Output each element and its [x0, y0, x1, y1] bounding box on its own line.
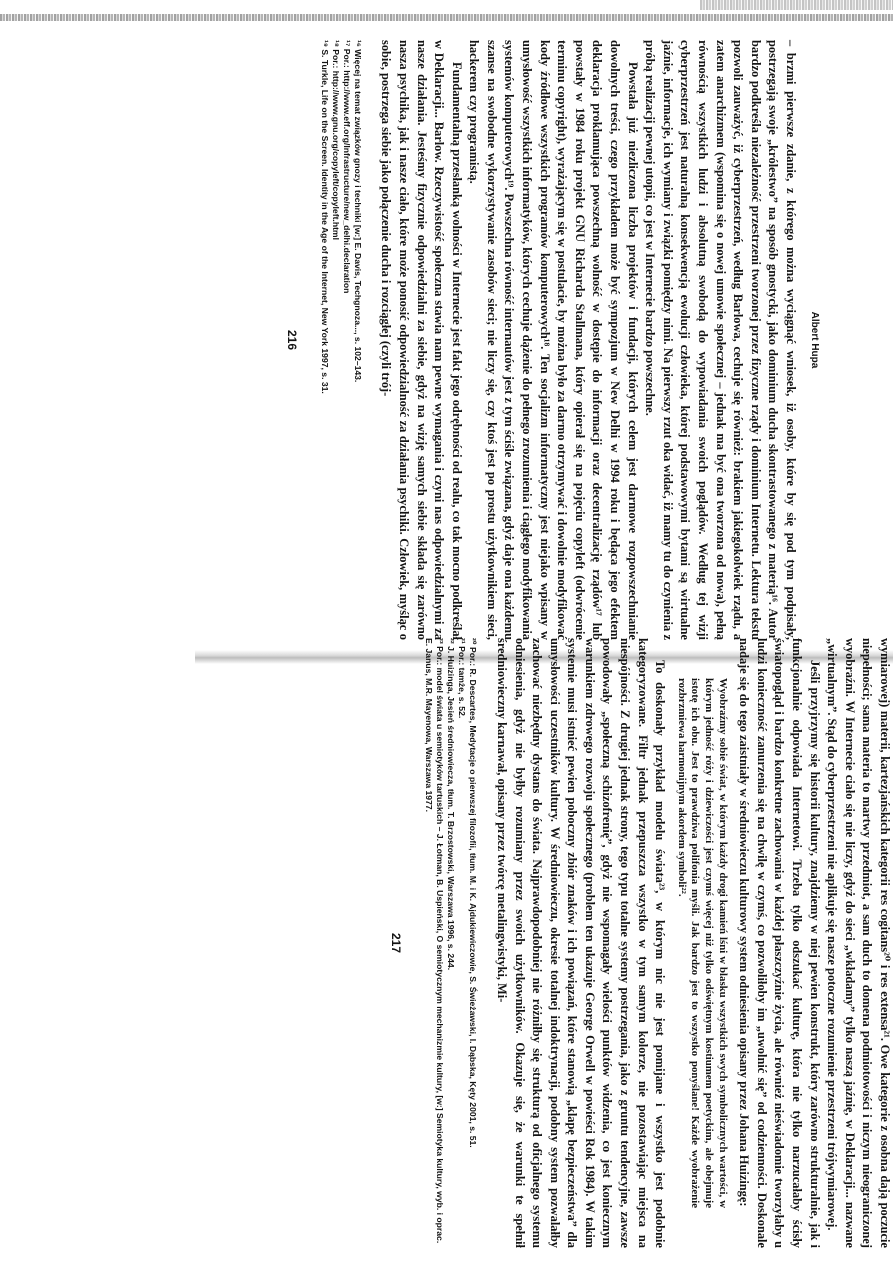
- body-text: [735, 638, 893, 1248]
- block-quote: Wyobraźmy sobie świat, w którym każdy drogi kamień lśni w blasku wszystkich swych symbolicznych wartości, w którym jedność róży i dziewiczości jest czymś więcej niż tylko odświętnym kostiumem poetyckim, ale obejmuje istotę ich obu. Jest to prawdziwa polifonia myśli. Jak bardzo jest to wszystko ponyślane! Każde wyobrażenie rozbrzmiewa harmonijnym akordem symboli²².: [675, 678, 729, 1208]
- paragraph: Fundamentalną przesłanką wolności w Internecie jest fakt jego odrębności od realu, co tak mocno podkreślał w Deklaracji... Barlow. Rzeczywistość społeczna stawia nam pewne wymagania i czyni nas odpowiedzialnymi za nasze działania. Jesteśmy fizycznie odpowiedzialni za siebie, gdyż na wizję samych siebie składa się zarówno nasza psychika, jak i nasze ciało, które może ponosić odpowiedzialność za działania psychiki. Człowiek, myśląc o sobie, postrzega siebie jako połączenie ducha i rozciągłej (czyli trój-: [379, 40, 464, 640]
- footnote: ²² J. Huizinga, Jesień średniowiecza, tłum. T. Brzostowski, Warszawa 1996, s. 244.: [446, 638, 457, 971]
- page-number: 217: [389, 932, 404, 954]
- footnote: ²⁰ Por.: R. Descartes, Medytacje o pierwszej filozofii, tłum. M. i K. Ajdukiewiczowie, S. Świeżawski, I. Dąbska, Kęty 2001, s. 51.: [468, 638, 479, 1148]
- paragraph: Powstała już niezliczona liczba projektów i fundacji, których celem jest darmowe rozpowszechnianie dowolnych treści, czego przykładem może być sympozjum w New Delhi w 1994 roku i będąca jego efektem deklaracja proklamująca powszechną wolność w dostępie do informacji oraz decentralizację rządów¹⁷ lub powstały w 1984 roku projekt GNU Richarda Stallmana, który opierał się na pojęciu copyleft (odwrócenie terminu copyright), wyrażającym się w postulacie, by można było za darmo otrzymywać i dowolnie modyfikować kody źródłowe wszystkich programów komputerowych¹⁸. Ten socjalizm informatyczny jest niejako wpisany w umysłowość wszystkich informatyków, których cechuje dążenie do pełnego zrozumienia i ciągłego modyfikowania systemów komputerowych¹⁹. Powszechna równość internautów jest z tym ściśle związana, gdyż daje ona każdemu szanse na swobodne wykorzystywanie zasobów sieci; nie liczy się, czy ktoś jest po prostu użytkownikiem sieci, hackerem czy programistą.: [467, 40, 640, 641]
- paragraph: wymiarowej) materii, kartezjańskich kategorii res cogitans²⁰ i res extensa²¹. Owe kategorie z osobna dają poczucie niepełności; sama materia to martwy przedmiot, a sam duch to domena podmiotowości i niczym nieograniczonej wyobraźni. W Internecie ciało się nie liczy, gdyż do sieci „wkładamy” tylko naszą jaźnię, w Deklaracji... nazwane „wirtualnym”. Stąd do cyberprzestrzeni nie aplikuje się nasze potoczne rozumienie przestrzeni trójwymiarowej.: [825, 638, 892, 1248]
- footnote: ¹⁸ Por.: http://www.gnu.org/copyleft/copyleft.html: [330, 40, 341, 240]
- running-head: Albert Hupa: [809, 311, 820, 369]
- paragraph: – brzmi pierwsze zdanie, z którego można wyciągnąć wniosek, iż osoby, które by się pod tym podpisały, postrzegają swoje „królestwo” na sposób gnostycki, jako dominium ducha skontrastowanego z materią¹⁶. Autor bardzo podkreśla niezależność przestrzeni tworzonej przez fizyczne rządy i dominium Internetu. Lektura tekstu pozwoli zauważyć, iż cyberprzestrzeń, według Barlowa, cechuje się również: brakiem jakiegokolwiek rządu, a zatem anarchizmem (wspomina się o nowej umowie społecznej – jednak ma być ona tworzona od nowa), pełną równością wszystkich ludzi i absolutną swobodą do wypowiadania swoich poglądów. Według tej wizji cyberprzestrzeń jest naturalną konsekwencją ewolucji człowieka, której podstawowymi bytami są wirtualne jaźnie, informacje, ich wymiany i związki pomiędzy nimi. Na pierwszy rzut oka widać, iż mamy tu do czynienia z próbą realizacji pewnej utopii, co jest w Internecie bardzo powszechne.: [643, 40, 798, 640]
- page-number: 216: [284, 329, 299, 351]
- footnote: ²¹ Por.: tamże, s. 52.: [457, 638, 468, 719]
- page-217: [93, 638, 893, 1248]
- page-216: [100, 40, 820, 640]
- scan-noise-right: [700, 0, 893, 10]
- body-text: [492, 638, 668, 1248]
- paragraph: To doskonały przykład modelu świata²³, w którym nic nie jest pomijane i wszystko jest podobnie kategoryzowane. Filtr jednak przepuszcza wszystko w tym samym kolorze, nie pozostawiając miejsca na niespójności. Z drugiej jednak strony, tego typu totalne systemy postrzegania, jako z gruntu tendencyjne, zawsze powodowały „społeczną schizofrenię”, gdyż nie wspomagały wielości punktów widzenia, co jest koniecznym warunkiem zdrowego rozwoju społecznego (problem ten ukazuje George Orwell w powieści Rok 1984). W takim systemie musi istnieć pewien poboczny zbiór znaków i ich powiązań, które stanowią „klapę bezpieczeństwa” dla umysłowości uczestników kultury. W średniowieczu, okresie totalnej indoktrynacji, podobny system pozwalałby zachować niezbędny dystans do świata. Najprawdopodobniej nie różniłby się strukturą od oficjalnego systemu odniesienia, gdyż nie byłby rozumiany przez swoich użytkowników. Okazuje się, że warunki te spełnił średniowieczny karnawał, opisany przez twórcę metalingwistyki, Mi-: [494, 638, 668, 1248]
- footnotes: [319, 40, 363, 640]
- paragraph: Jeśli przyjrzymy się historii kultury, znajdziemy w niej pewien konstrukt, który zarówno strukturalnie, jak i funkcjonalnie odpowiada Internetowi. Trzeba tylko odszukać kulturę, która nie tylko narzucałaby ścisły światopogląd i bardzo konkretne zachowania w każdej płaszczyźnie życia, ale również nieświadomie tworzyłaby u ludzi konieczność zanurzenia się na chwilę w czymś, co pozwoliłoby im „uwolnić się” od codzienności. Doskonale nadaje się do tego zaistniały w średniowieczu kulturowy system odniesienia opisany przez Johana Huizingę:: [737, 638, 822, 1248]
- footnote: ¹⁹ S. Turkle, Life on the Screen. Identity in the Age of the Internet, New York 1997, s. 31.: [319, 40, 330, 394]
- footnote: ¹⁷ Por.: http://www.eff.org/Infrastructure/new_delhi.declaration: [341, 40, 352, 294]
- footnote: ¹⁶ Więcej na temat związków gnozy i techniki [w:] E. Davis, Techgnoza..., s. 102–143.: [352, 40, 363, 383]
- body-text: [377, 40, 799, 640]
- scan-noise-top: [0, 14, 893, 21]
- footnote: ²³ Por.: model świata u semiotyków tartuskich – J. Łotman, B. Uspieński, O semiotycznym mechanizmie kultury, [w:] Semiotyka kultury, wyb. i oprac. E. Janus, M.R. Mayenowa, Warszawa 1977.: [424, 638, 446, 1244]
- footnotes: [423, 638, 478, 1248]
